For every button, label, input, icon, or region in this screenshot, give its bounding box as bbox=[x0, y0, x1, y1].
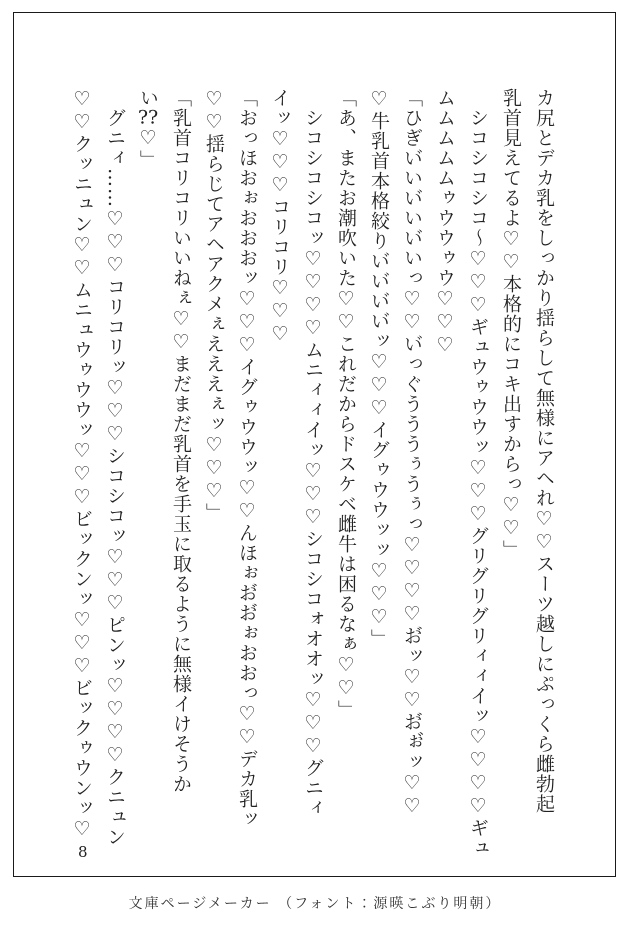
text-line: ♡♡クッニュン♡♡ムニュウゥウウッ♡♡♡ビックンッ♡♡♡ビックゥウンッ♡ bbox=[71, 88, 93, 841]
text-line: 乳首見えてるよ♡♡本格的にコキ出すからっ♡♡」 bbox=[500, 88, 522, 560]
text-line: い??♡」 bbox=[137, 88, 159, 170]
page-number: 8 bbox=[78, 843, 88, 861]
double-question: ?? bbox=[137, 108, 159, 127]
text-line: カ尻とデカ乳をしっかり揺らして無様にアヘれ♡♡スーツ越しにぷっくら雌勃起 bbox=[533, 88, 555, 814]
text-line: グニィ……♡♡♡コリコリッ♡♡♡シコシコッ♡♡♡ピンッ♡♡♡♡クニュン bbox=[104, 108, 126, 847]
text-line: ムムムムムゥウウゥウ♡♡♡ bbox=[434, 88, 456, 357]
text-line: シコシコシコ～♡♡♡ギュウゥウウッ♡♡♡グリグリグリィィイッ♡♡♡♡ギュ bbox=[467, 108, 489, 858]
text-line: イッ♡♡♡コリコリ♡♡♡ bbox=[269, 88, 291, 346]
text-line: ♡♡揺らじてアヘアクメぇえええぇッ♡♡♡」 bbox=[203, 88, 225, 523]
footer-caption: 文庫ページメーカー （フォント：源暎こぶり明朝） bbox=[128, 896, 502, 912]
text-line: 「ひぎい゙いい゙いい゙いっ♡♡い゙っぐうううぅうぅっ♡♡♡♡お゙ッ♡♡お゙ぉ゙ッ♡♡ bbox=[401, 88, 423, 818]
text-line: 「おっほおぉおおおッ♡♡♡イグゥウウッ♡♡んほぉお゙お゙ぉおおっ♡♡デカ乳ッ bbox=[236, 88, 258, 829]
vertical-text-block bbox=[65, 88, 560, 856]
text-line: ♡牛乳首本格絞りい゙い゙い゙い゙ッ♡♡♡イグゥウウッッ♡♡♡」 bbox=[368, 88, 390, 649]
text-line: 「乳首コリコリいいねぇ♡♡まだまだ乳首を手玉に取るように無様イけそうか bbox=[170, 88, 192, 794]
text-line: シコシコシコッ♡♡♡♡ムニィィイッ♡♡♡シコシコォオオッ♡♡♡グニィ bbox=[302, 108, 324, 818]
text-line: 「あ、またお潮吹いた♡♡これだからドスケベ雌牛は困るなぁ♡♡」 bbox=[335, 88, 357, 720]
